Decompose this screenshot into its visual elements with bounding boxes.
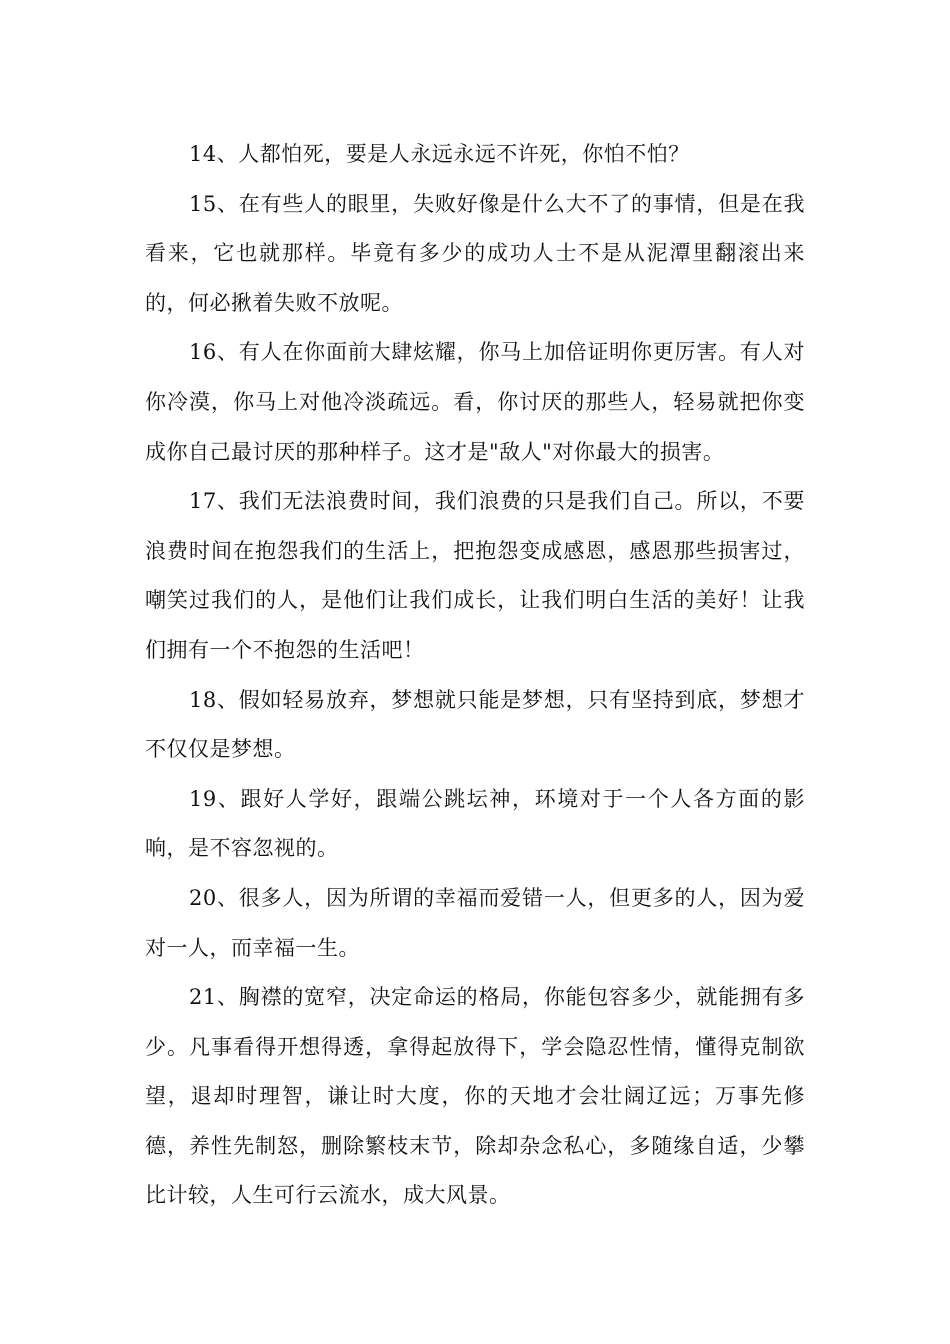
paragraph-16: 16、有人在你面前大肆炫耀，你马上加倍证明你更厉害。有人对你冷漠，你马上对他冷淡疏远。看，你讨厌的那些人，轻易就把你变成你自己最讨厌的那种样子。这才是"敌人"对你最大的损害。 [145,340,805,464]
paragraph-21: 21、胸襟的宽窄，决定命运的格局，你能包容多少，就能拥有多少。凡事看得开想得透，拿得起放得下，学会隐忍性情，懂得克制欲望，退却时理智，谦让时大度，你的天地才会壮阔辽远；万事先修德，养性先制怒，删除繁枝末节，除却杂念私心，多随缘自适，少攀比计较，人生可行云流水，成大风景。 [145,985,805,1208]
paragraph-15: 15、在有些人的眼里，失败好像是什么大不了的事情，但是在我看来，它也就那样。毕竟有多少的成功人士不是从泥潭里翻滚出来的，何必揪着失败不放呢。 [145,191,805,315]
paragraph-14: 14、人都怕死，要是人永远永远不许死，你怕不怕？ [189,142,690,166]
document-body [145,130,805,1221]
paragraph-18: 18、假如轻易放弃，梦想就只能是梦想，只有坚持到底，梦想才不仅仅是梦想。 [145,687,805,762]
paragraph-20: 20、很多人，因为所谓的幸福而爱错一人，但更多的人，因为爱对一人，而幸福一生。 [145,885,805,960]
paragraph-17: 17、我们无法浪费时间，我们浪费的只是我们自己。所以，不要浪费时间在抱怨我们的生活上，把抱怨变成感恩，感恩那些损害过，嘲笑过我们的人，是他们让我们成长，让我们明白生活的美好！让我们拥有一个不抱怨的生活吧！ [145,489,805,662]
paragraph-19: 19、跟好人学好，跟端公跳坛神，环境对于一个人各方面的影响，是不容忽视的。 [145,786,805,861]
